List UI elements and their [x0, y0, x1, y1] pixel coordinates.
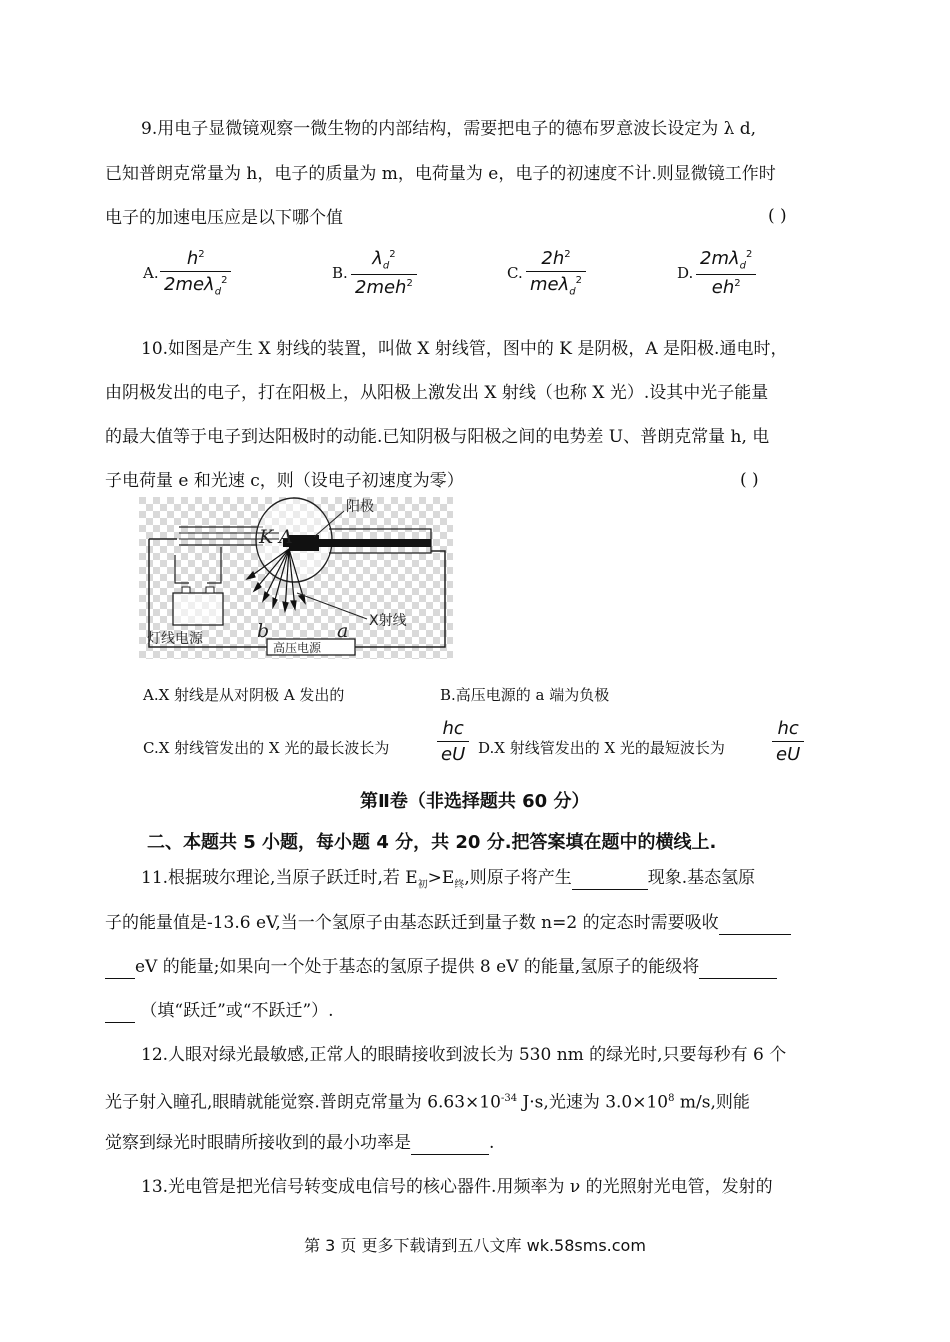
q9-option-b-label: B.: [332, 264, 348, 282]
anode-letter-label: A: [279, 526, 293, 548]
q11-blank-3a[interactable]: [699, 956, 777, 979]
q9-line-3: 电子的加速电压应是以下哪个值: [105, 208, 343, 228]
q12-blank[interactable]: [411, 1132, 489, 1155]
q9-option-d-label: D.: [677, 264, 694, 282]
q9-option-d-fraction: $2m\lambda_d^2$ $eh^2$: [696, 248, 756, 298]
q11-line-2: 子的能量值是-13.6 eV,当一个氢原子由基态跃迁到量子数 n=2 的定态时需要吸收: [105, 912, 791, 935]
q9-option-c-label: C.: [507, 264, 523, 282]
anode-label: 阳极: [346, 499, 374, 515]
q10-option-a: A.X 射线是从对阴极 A 发出的: [143, 686, 345, 704]
filament-battery: [173, 593, 223, 625]
battery-terminal-2: [206, 587, 214, 593]
q9-option-b-fraction: $\lambda_d^2$ 2meh$^2$: [351, 248, 417, 298]
q10-line-2: 由阴极发出的电子，打在阳极上，从阳极上激发出 X 射线（也称 X 光）.设其中光子能量: [105, 383, 769, 403]
q10-option-c-fraction: hc eU: [437, 718, 469, 765]
q12-line-2: 光子射入瞳孔,眼睛就能觉察.普朗克常量为 $6.63\times 10^{-34}$ J·s,光速为 $3.0\times 10^8$ m/s,则能: [105, 1092, 750, 1113]
cathode-label: K: [259, 526, 274, 548]
q10-option-d: D.X 射线管发出的 X 光的最短波长为: [478, 739, 725, 757]
q9-line-1: 9.用电子显微镜观察一微生物的内部结构，需要把电子的德布罗意波长设定为 λ d,: [141, 119, 757, 139]
q11-blank-2a[interactable]: [719, 912, 791, 935]
high-voltage-label: 高压电源: [273, 641, 322, 655]
q11-line-4: （填“跃迁”或“不跃迁”）.: [105, 1000, 334, 1023]
q12-line-3: 觉察到绿光时眼睛所接收到的最小功率是 .: [105, 1133, 495, 1153]
section-title: 第Ⅱ卷（非选择题共 60 分）: [360, 791, 590, 812]
q9-option-a-fraction: $h^2$ 2meλ$_d^2$: [160, 248, 231, 298]
anode-block: [289, 535, 319, 551]
terminal-b-label: b: [257, 620, 270, 642]
q10-option-b: B.高压电源的 a 端为负极: [440, 686, 610, 704]
battery-terminal-1: [182, 587, 190, 593]
q10-line-3: 的最大值等于电子到达阳极时的动能.已知阴极与阳极之间的电势差 U、普朗克常量 h, 电: [105, 427, 770, 447]
q11-blank-1[interactable]: [572, 867, 648, 890]
q10-answer-paren: ( ): [740, 470, 759, 490]
q11-blank-3b[interactable]: [105, 1000, 135, 1023]
q9-option-a-label: A.: [143, 264, 159, 282]
page-footer: 第 3 页 更多下载请到五八文库 wk.58sms.com: [304, 1236, 646, 1255]
q11-blank-2b[interactable]: [105, 956, 135, 979]
q13-line-1: 13.光电管是把光信号转变成电信号的核心器件.用频率为 ν 的光照射光电管，发射的: [141, 1177, 773, 1197]
section-part-heading: 二、本题共 5 小题，每小题 4 分，共 20 分.把答案填在题中的横线上.: [147, 832, 717, 853]
q10-option-d-fraction: hc eU: [772, 718, 804, 765]
filament-power-label: 灯线电源: [147, 631, 203, 647]
q9-line-2: 已知普朗克常量为 h，电子的质量为 m，电荷量为 e，电子的初速度不计.则显微镜工作时: [105, 164, 776, 184]
q12-line-1: 12.人眼对绿光最敏感,正常人的眼睛接收到波长为 530 nm 的绿光时,只要每秒有 6 个: [141, 1045, 787, 1065]
q11-line-1: 11.根据玻尔理论,当原子跃迁时,若 $E_初>E_终$,则原子将产生 现象.基态氢原: [141, 868, 756, 891]
q11-line-3: eV 的能量;如果向一个处于基态的氢原子提供 8 eV 的能量,氢原子的能级将: [105, 956, 777, 979]
xray-tube-diagram: [139, 497, 453, 659]
q10-line-4: 子电荷量 e 和光速 c，则（设电子初速度为零）: [105, 471, 464, 491]
q10-line-1: 10.如图是产生 X 射线的装置，叫做 X 射线管，图中的 K 是阴极，A 是阳极.通电时，: [141, 339, 788, 359]
q9-answer-paren: ( ): [768, 206, 787, 226]
q10-option-c: C.X 射线管发出的 X 光的最长波长为: [143, 739, 390, 757]
q9-option-c-fraction: $2h^2$ meλ$_d^2$: [526, 248, 586, 298]
terminal-a-label: a: [337, 620, 349, 642]
xray-label: X射线: [369, 613, 407, 629]
